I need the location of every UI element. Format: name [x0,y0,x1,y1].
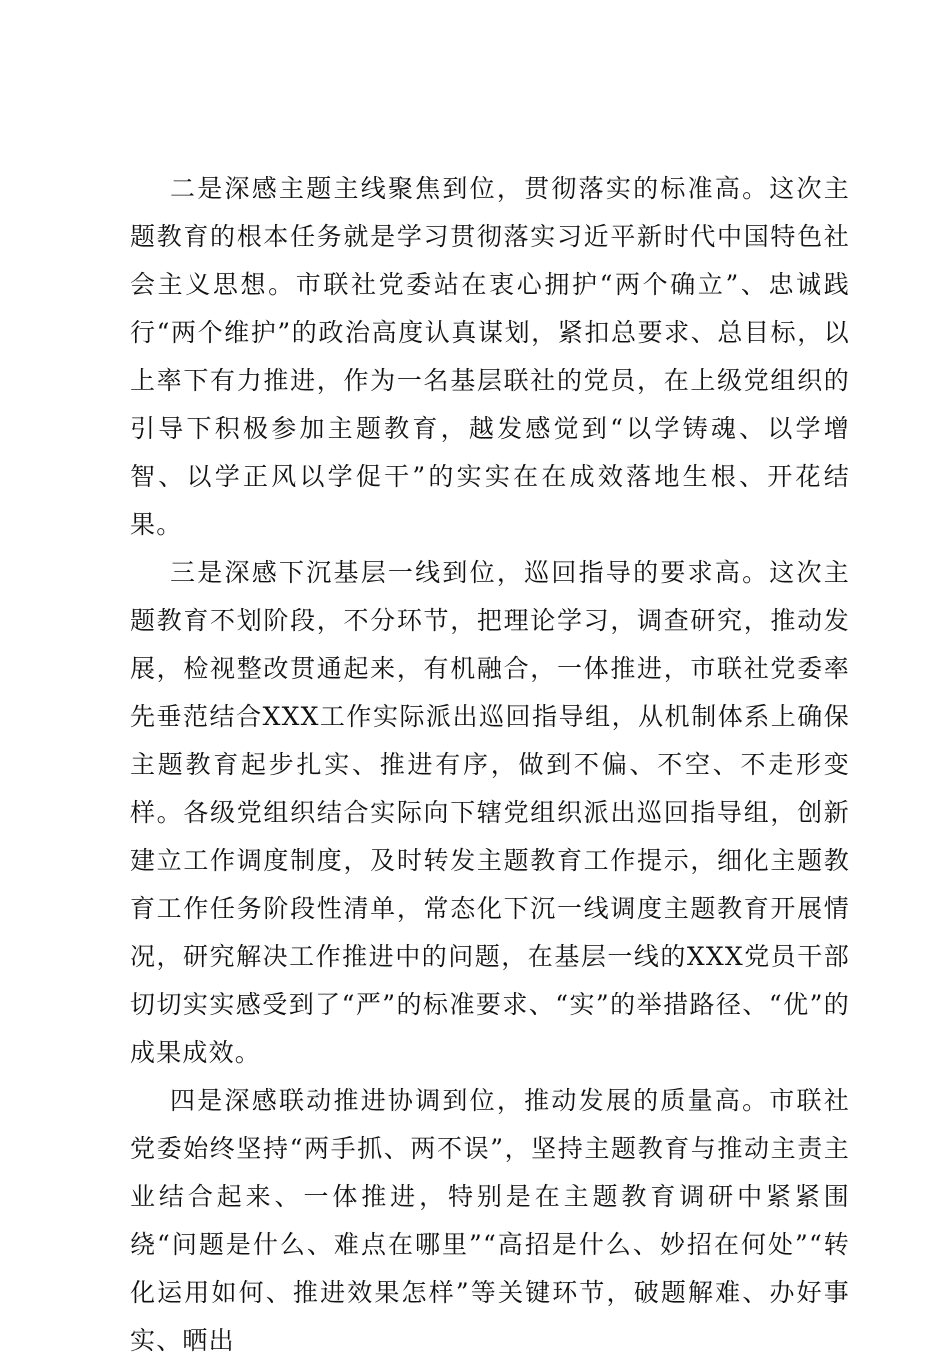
paragraph-4: 四是深感联动推进协调到位，推动发展的质量高。市联社党委始终坚持“两手抓、两不误”，坚持主题教育与推动主责主业结合起来、一体推进，特别是在主题教育调研中紧紧围绕“问题是什么、难点在哪里”“高招是什么、妙招在何处”“转化运用如何、推进效果怎样”等关键环节，破题解难、办好事实、晒出 [130,1086,850,1355]
paragraph-2: 二是深感主题主线聚焦到位，贯彻落实的标准高。这次主题教育的根本任务就是学习贯彻落实习近平新时代中国特色社会主义思想。市联社党委站在衷心拥护“两个确立”、忠诚践行“两个维护”的政治高度认真谋划，紧扣总要求、总目标，以上率下有力推进，作为一名基层联社的党员，在上级党组织的引导下积极参加主题教育，越发感觉到“以学铸魂、以学增智、以学正风以学促干”的实实在在成效落地生根、开花结果。 [130,174,850,539]
paragraph-3: 三是深感下沉基层一线到位，巡回指导的要求高。这次主题教育不划阶段，不分环节，把理论学习，调查研究，推动发展，检视整改贯通起来，有机融合，一体推进，市联社党委率先垂范结合XXX工作实际派出巡回指导组，从机制体系上确保主题教育起步扎实、推进有序，做到不偏、不空、不走形变样。各级党组织结合实际向下辖党组织派出巡回指导组，创新建立工作调度制度，及时转发主题教育工作提示，细化主题教育工作任务阶段性清单，常态化下沉一线调度主题教育开展情况，研究解决工作推进中的问题，在基层一线的XXX党员干部切切实实感受到了“严”的标准要求、“实”的举措路径、“优”的成果成效。 [130,558,850,1067]
document-body [130,165,850,1365]
